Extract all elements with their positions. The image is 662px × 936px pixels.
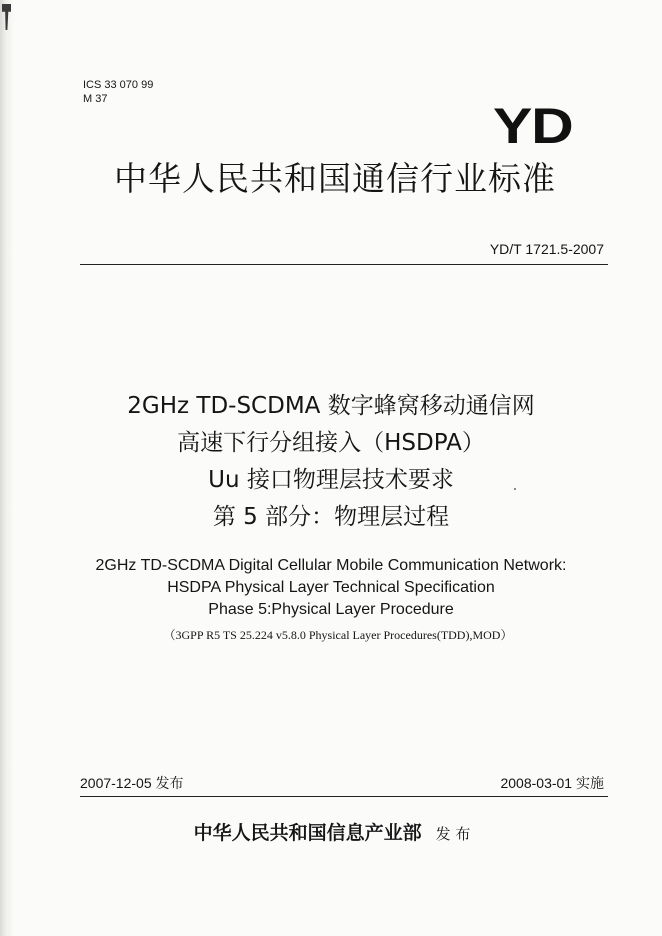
english-title-line-3: Phase 5:Physical Layer Procedure xyxy=(208,601,454,618)
publisher-name: 中华人民共和国信息产业部 xyxy=(193,822,422,844)
reference-note: （3GPP R5 TS 25.224 v5.8.0 Physical Layer Procedures(TDD),MOD） xyxy=(163,628,513,642)
english-title-line-2: HSDPA Physical Layer Technical Specification xyxy=(167,579,495,596)
scan-speck xyxy=(514,488,516,490)
yd-logo: YD xyxy=(493,98,573,154)
chinese-title xyxy=(0,388,662,536)
english-title xyxy=(0,555,662,621)
chinese-title-line-4: 第 5 部分：物理层过程 xyxy=(212,504,450,530)
classification-code: M 37 xyxy=(83,93,108,105)
ics-code: ICS 33 070 99 xyxy=(83,79,154,91)
page-title: 中华人民共和国通信行业标准 xyxy=(114,159,556,198)
english-title-line-1: 2GHz TD-SCDMA Digital Cellular Mobile Communication Network: xyxy=(95,557,567,574)
bottom-divider xyxy=(80,796,608,797)
binding-mark-icon xyxy=(2,4,11,30)
issue-date: 2007-12-05 发布 xyxy=(80,775,184,791)
implementation-date: 2008-03-01 实施 xyxy=(500,775,604,791)
chinese-title-line-2: 高速下行分组接入（HSDPA） xyxy=(177,430,485,456)
publisher xyxy=(0,820,662,847)
publisher-action: 发 布 xyxy=(435,825,471,843)
standard-number: YD/T 1721.5-2007 xyxy=(489,241,604,257)
classification-block xyxy=(83,78,153,106)
top-divider xyxy=(80,264,608,265)
chinese-title-line-3: Uu 接口物理层技术要求 xyxy=(208,467,454,493)
chinese-title-line-1: 2GHz TD-SCDMA 数字蜂窝移动通信网 xyxy=(127,393,535,419)
